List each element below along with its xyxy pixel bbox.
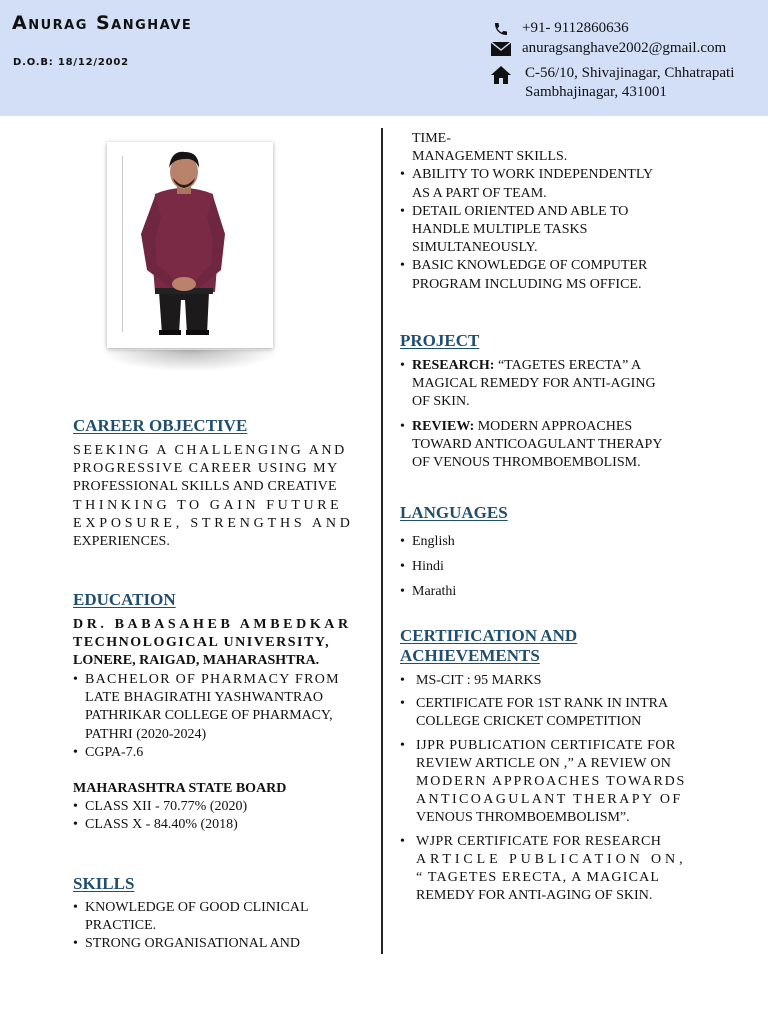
contact-phone (488, 19, 629, 38)
languages-heading: LANGUAGES (400, 503, 508, 522)
list-item: • MS-CIT : 95 MARKS (400, 672, 694, 690)
list-item: • REVIEW: MODERN APPROACHES TOWARD ANTICOAGULANT THERAPY OF VENOUS THROMBOEMBOLISM. (400, 418, 700, 473)
list-item: • CERTIFICATE FOR 1ST RANK IN INTRA COLLEGE CRICKET COMPETITION (400, 695, 694, 731)
certification-heading: CERTIFICATION AND ACHIEVEMENTS (400, 626, 578, 665)
languages-list (400, 529, 700, 604)
list-item: • KNOWLEDGE OF GOOD CLINICAL PRACTICE. (73, 899, 367, 935)
list-item: • DETAIL ORIENTED AND ABLE TO HANDLE MULTIPLE TASKS SIMULTANEOUSLY. (400, 203, 700, 258)
list-item: • ABILITY TO WORK INDEPENDENTLY AS A PART OF TEAM. (400, 166, 700, 202)
review-label: REVIEW: (412, 418, 475, 434)
email-address: anuragsanghave2002@gmail.com (522, 40, 727, 56)
contact-address (488, 64, 734, 102)
list-item: • WJPR CERTIFICATE FOR RESEARCH ARTICLE PUBLICATION ON, “ TAGETES ERECTA, A MAGICAL REMEDY FOR ANTI-AGING OF SKIN. (400, 833, 694, 906)
address-line-2: Sambhajinagar, 431001 (525, 84, 667, 100)
address-line-1: C-56/10, Shivajinagar, Chhatrapati (525, 65, 735, 81)
university-name: DR. BABASAHEB AMBEDKAR TECHNOLOGICAL UNIVERSITY, LONERE, RAIGAD, MAHARASHTRA. (73, 617, 352, 669)
date-of-birth: D.O.B: 18/12/2002 (13, 57, 129, 68)
board-name: MAHARASHTRA STATE BOARD (73, 781, 287, 796)
person-figure (107, 142, 273, 348)
board-results-list (73, 798, 367, 834)
list-item: • STRONG ORGANISATIONAL AND (73, 935, 367, 953)
phone-icon (488, 19, 514, 38)
column-divider (381, 128, 383, 954)
candidate-name: Anurag Sanghave (12, 12, 193, 34)
list-item: • CGPA-7.6 (73, 744, 367, 762)
resume-header (0, 0, 768, 116)
research-label: RESEARCH: (412, 358, 495, 373)
project-heading: PROJECT (400, 331, 480, 350)
list-item-continued: TIME- MANAGEMENT SKILLS. (412, 131, 568, 165)
certification-list (400, 672, 694, 905)
list-item: • Hindi (400, 554, 700, 579)
phone-number: +91- 9112860636 (522, 20, 629, 36)
address (525, 64, 734, 102)
photo-shadow (100, 350, 280, 372)
envelope-icon (488, 39, 514, 58)
contact-email (488, 39, 726, 58)
list-item: • BACHELOR OF PHARMACY FROM LATE BHAGIRATHI YASHWANTRAO PATHRIKAR COLLEGE OF PHARMACY, PATHRI (2020-2024) (73, 671, 367, 744)
skills-list-left (73, 899, 367, 954)
education-heading: EDUCATION (73, 590, 176, 609)
home-icon (488, 64, 514, 86)
list-item: • BASIC KNOWLEDGE OF COMPUTER PROGRAM INCLUDING MS OFFICE. (400, 257, 700, 293)
skills-list-right (400, 130, 700, 294)
list-item: • Marathi (400, 579, 700, 604)
education-degree-list (73, 671, 367, 762)
profile-photo (107, 142, 273, 348)
list-item: • English (400, 529, 700, 554)
career-objective-heading: CAREER OBJECTIVE (73, 416, 248, 435)
list-item: • IJPR PUBLICATION CERTIFICATE FOR REVIEW ARTICLE ON ,” A REVIEW ON MODERN APPROACHES TOWARDS ANTICOAGULANT THERAPY OF VENOUS THROMBOEMBOLISM”. (400, 737, 694, 828)
career-objective-text: SEEKING A CHALLENGING AND PROGRESSIVE CAREER USING MY PROFESSIONAL SKILLS AND CREATIVE THINKING TO GAIN FUTURE EXPOSURE, STRENGTHS AND EXPERIENCES. (73, 443, 354, 550)
project-list (400, 357, 700, 472)
list-item: • CLASS XII - 70.77% (2020) (73, 798, 367, 816)
list-item: • CLASS X - 84.40% (2018) (73, 816, 367, 834)
list-item: • RESEARCH: “TAGETES ERECTA” A MAGICAL REMEDY FOR ANTI-AGING OF SKIN. (400, 357, 700, 412)
skills-heading: SKILLS (73, 874, 135, 893)
